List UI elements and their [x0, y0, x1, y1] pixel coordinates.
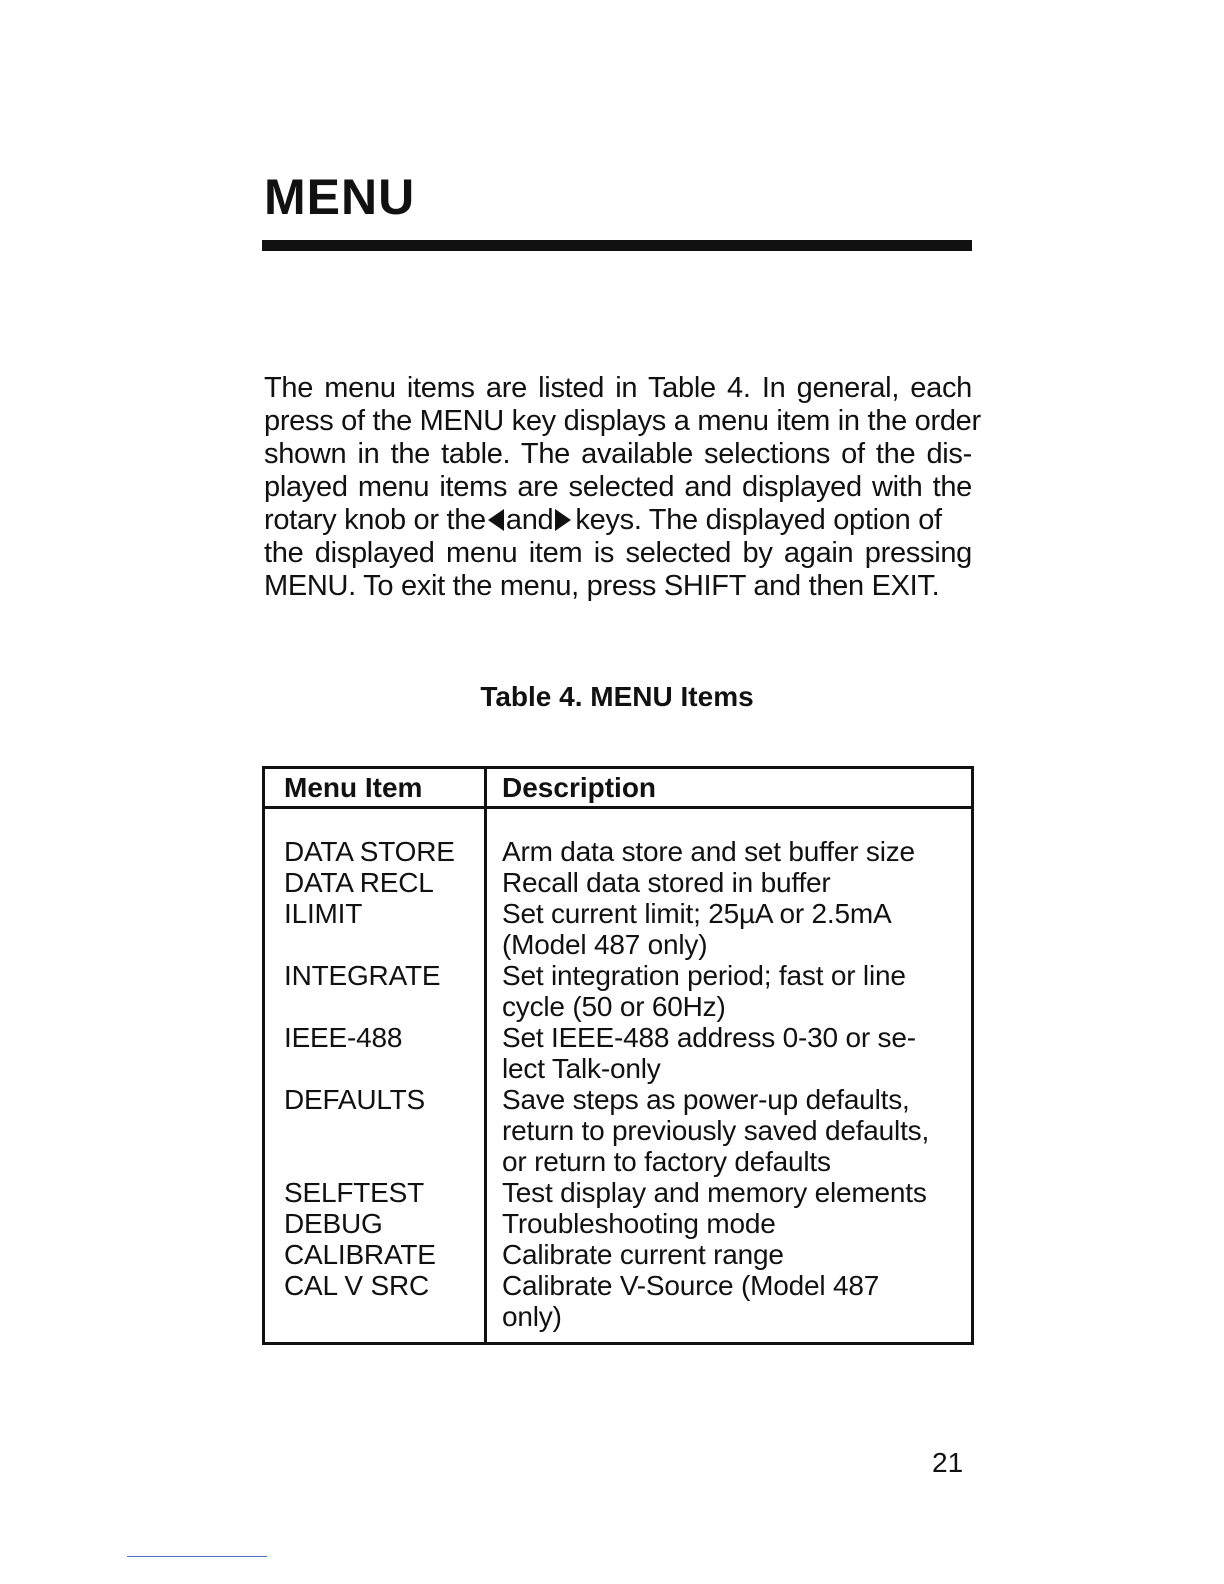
- intro-line: The menu items are listed in Table 4. In general, each: [264, 372, 972, 404]
- menu-item-column: [284, 836, 479, 1332]
- menu-item-cell: [284, 1115, 479, 1146]
- description-cell: (Model 487 only): [502, 929, 708, 960]
- column-header-description: Description: [502, 772, 657, 803]
- description-cell: lect Talk-only: [502, 1053, 661, 1084]
- description-cell: Set IEEE-488 address 0-30 or se-: [502, 1022, 916, 1053]
- menu-item-cell: INTEGRATE: [284, 960, 441, 991]
- left-triangle-icon: [488, 509, 504, 531]
- right-triangle-icon: [555, 509, 571, 531]
- menu-item-cell: DATA STORE: [284, 836, 455, 867]
- description-column: [502, 836, 962, 1332]
- menu-item-cell: DEBUG: [284, 1208, 383, 1239]
- description-cell: Test display and memory elements: [502, 1177, 927, 1208]
- intro-line: MENU. To exit the menu, press SHIFT and then EXIT.: [264, 570, 940, 602]
- menu-item-cell: IEEE-488: [284, 1022, 403, 1053]
- menu-item-cell: CAL V SRC: [284, 1270, 429, 1301]
- intro-line: keys. The displayed option of: [575, 504, 942, 536]
- menu-item-cell: DEFAULTS: [284, 1084, 426, 1115]
- intro-line: rotary knob or the: [264, 504, 486, 536]
- header-rule: [265, 806, 971, 809]
- intro-line: shown in the table. The available selections of the dis-: [264, 438, 972, 470]
- menu-item-cell: [284, 1053, 479, 1084]
- table-caption: Table 4. MENU Items: [480, 681, 754, 712]
- page-number: 21: [932, 1447, 964, 1478]
- menu-item-cell: [284, 991, 479, 1022]
- description-cell: Calibrate V-Source (Model 487: [502, 1270, 880, 1301]
- description-cell: cycle (50 or 60Hz): [502, 991, 726, 1022]
- description-cell: Set current limit; 25µA or 2.5mA: [502, 898, 892, 929]
- description-cell: Calibrate current range: [502, 1239, 784, 1270]
- scan-artifact-line: [127, 1556, 267, 1557]
- description-cell: only): [502, 1301, 562, 1332]
- menu-item-cell: [284, 1146, 479, 1177]
- description-cell: Set integration period; fast or line: [502, 960, 906, 991]
- intro-line: the displayed menu item is selected by again pressing: [264, 537, 972, 569]
- description-cell: Arm data store and set buffer size: [502, 836, 915, 867]
- title-rule: [262, 240, 972, 251]
- intro-line-keys: [264, 504, 972, 537]
- menu-item-cell: [284, 1301, 479, 1332]
- description-cell: Recall data stored in buffer: [502, 867, 831, 898]
- menu-item-cell: SELFTEST: [284, 1177, 424, 1208]
- description-cell: Troubleshooting mode: [502, 1208, 776, 1239]
- column-header-menu-item: Menu Item: [284, 772, 423, 803]
- intro-and: and: [505, 504, 554, 536]
- description-cell: or return to factory defaults: [502, 1146, 831, 1177]
- menu-item-cell: ILIMIT: [284, 898, 363, 929]
- intro-line: played menu items are selected and displayed with the: [264, 471, 972, 503]
- column-divider: [484, 769, 487, 1342]
- page-title: MENU: [264, 169, 416, 225]
- intro-paragraph: [264, 372, 981, 603]
- menu-item-cell: DATA RECL: [284, 867, 434, 898]
- description-cell: Save steps as power-up defaults,: [502, 1084, 910, 1115]
- menu-item-cell: [284, 929, 479, 960]
- description-cell: return to previously saved defaults,: [502, 1115, 930, 1146]
- menu-item-cell: CALIBRATE: [284, 1239, 436, 1270]
- intro-line: press of the MENU key displays a menu item in the order: [264, 405, 981, 437]
